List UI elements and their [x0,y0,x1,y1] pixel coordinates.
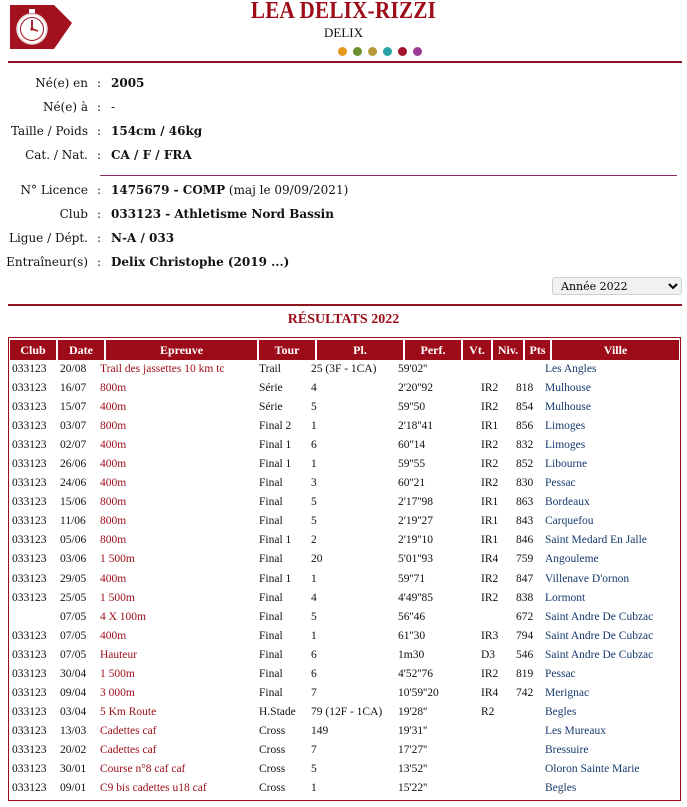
info-colon: : [97,124,102,138]
divider [8,61,682,63]
table-row [0,647,687,666]
city-link[interactable]: Oloron Sainte Marie [545,762,640,775]
table-cell: 60''21 [398,477,426,490]
event-link[interactable]: 400m [100,477,127,490]
table-cell: Final [259,515,283,528]
event-link[interactable]: 800m [100,534,127,547]
color-dot [383,47,392,56]
city-link[interactable]: Les Mureaux [545,724,606,737]
table-cell: 033123 [12,401,47,414]
table-row [0,532,687,551]
table-cell: 19'28'' [398,705,428,718]
info-value: Delix Christophe (2019 ...) [111,255,290,269]
table-cell: IR1 [481,515,499,528]
table-row [0,513,687,532]
table-row [0,551,687,570]
table-cell: 4'49''85 [398,591,433,604]
table-cell: Final [259,610,283,623]
table-row [0,380,687,399]
column-header: Perf. [405,340,461,360]
table-cell: 7 [311,686,317,699]
table-cell: 09/04 [60,686,87,699]
info-colon: : [97,100,102,114]
color-dot [398,47,407,56]
info-row-licence [0,183,600,203]
table-cell: IR1 [481,420,499,433]
city-link[interactable]: Saint Andre De Cubzac [545,629,654,642]
table-cell: 20/08 [60,363,87,375]
table-cell: IR4 [481,553,499,566]
info-value: 2005 [111,76,145,90]
column-header: Vt. [463,340,491,360]
event-link[interactable]: 4 X 100m [100,610,146,623]
table-cell: 19'31'' [398,724,428,737]
city-link[interactable]: Villenave D'ornon [545,572,630,585]
table-cell: 033123 [12,629,47,642]
info-label: Club [59,207,88,221]
table-cell: 56''46 [398,610,426,623]
table-cell: H.Stade [259,705,296,718]
city-link[interactable]: Begles [545,782,577,795]
table-cell: 03/04 [60,705,87,718]
table-cell: IR4 [481,686,499,699]
table-cell: 07/05 [60,610,87,623]
info-label: N° Licence [20,183,88,197]
table-cell: 24/06 [60,477,87,490]
table-cell: 20/02 [60,743,87,756]
event-link[interactable]: 800m [100,496,127,509]
table-row [0,590,687,609]
table-cell: 033123 [12,686,47,699]
color-dot [353,47,362,56]
table-cell: Cross [259,743,286,756]
table-cell: 033123 [12,724,47,737]
table-cell: 1 [311,420,317,433]
table-cell: 1m30 [398,648,425,661]
table-cell: 033123 [12,782,47,795]
info-value: N-A / 033 [111,231,175,245]
table-cell: 830 [516,477,534,490]
table-cell: 033123 [12,667,47,680]
city-link[interactable]: Saint Andre De Cubzac [545,610,654,623]
table-cell: 033123 [12,743,47,756]
city-link[interactable]: Lormont [545,591,586,604]
table-cell: 856 [516,420,534,433]
city-link[interactable]: Bressuire [545,743,589,756]
event-link[interactable]: 400m [100,439,127,452]
table-cell: 852 [516,458,534,471]
licence-update-note: (maj le 09/09/2021) [225,183,349,197]
table-row [0,742,687,761]
table-row [0,723,687,742]
results-title: RÉSULTATS 2022 [287,312,400,327]
event-link[interactable]: Hauteur [100,648,138,661]
info-row-born-place [0,100,600,120]
table-cell: 847 [516,572,534,585]
table-cell: 033123 [12,439,47,452]
table-cell: 6 [311,667,317,680]
club-link[interactable]: 033123 - Athletisme Nord Bassin [111,207,334,221]
table-cell: 759 [516,553,534,566]
table-cell: 5 [311,496,317,509]
table-cell: Final [259,667,283,680]
info-row-coach [0,255,600,275]
table-row [0,761,687,780]
table-cell: 16/07 [60,382,87,395]
table-cell: Final [259,648,283,661]
table-row [0,685,687,704]
table-cell: 838 [516,591,534,604]
event-link[interactable]: 400m [100,629,127,642]
table-cell: 17'27'' [398,743,428,756]
table-row [0,780,687,799]
info-colon: : [97,231,102,245]
table-row [0,418,687,437]
city-link[interactable]: Saint Medard En Jalle [545,534,647,547]
info-label: Ligue / Dépt. [8,231,88,245]
table-cell: Cross [259,762,286,775]
table-cell: 20 [311,553,323,566]
table-row [0,456,687,475]
table-cell: 2 [311,534,317,547]
table-cell: 818 [516,382,534,395]
table-cell: 4'52''76 [398,667,433,680]
table-cell: IR2 [481,572,499,585]
table-row [0,494,687,513]
table-cell: 15/07 [60,401,87,414]
color-dot [413,47,422,56]
table-cell: 033123 [12,458,47,471]
info-value: CA / F / FRA [111,148,192,162]
table-cell: IR1 [481,534,499,547]
table-cell: 3 [311,477,317,490]
divider [8,304,682,306]
table-cell: 03/06 [60,553,87,566]
table-cell: 149 [311,724,329,737]
column-header: Tour [259,340,315,360]
event-link[interactable]: 400m [100,401,127,414]
table-cell: 02/07 [60,439,87,452]
event-link[interactable]: 800m [100,420,127,433]
table-cell: 033123 [12,496,47,509]
table-cell: Final [259,553,283,566]
table-row [0,628,687,647]
info-value: 154cm / 46kg [111,124,203,138]
table-cell: 863 [516,496,534,509]
city-link[interactable]: Merignac [545,686,590,699]
color-dot [368,47,377,56]
table-cell: 033123 [12,648,47,661]
table-cell: D3 [481,648,496,661]
table-cell: 854 [516,401,534,414]
event-link[interactable]: 1 500m [100,667,135,680]
table-cell: 033123 [12,762,47,775]
table-cell: Final [259,629,283,642]
table-cell: 843 [516,515,534,528]
table-cell: 30/01 [60,762,87,775]
table-cell: 5 [311,401,317,414]
table-cell: Final 1 [259,439,292,452]
table-cell: 033123 [12,591,47,604]
table-cell: 4 [311,591,317,604]
table-cell: 033123 [12,363,47,375]
table-row [0,704,687,723]
table-cell: Final 1 [259,534,292,547]
event-link[interactable]: 1 500m [100,591,135,604]
event-link[interactable]: Course n°8 caf caf [100,762,186,775]
table-cell: 033123 [12,553,47,566]
table-row [0,399,687,418]
event-link[interactable]: 800m [100,515,127,528]
city-link[interactable]: Les Angles [545,363,597,375]
city-link[interactable]: Carquefou [545,515,594,528]
table-cell: Final [259,591,283,604]
info-row-club [0,207,600,227]
city-link[interactable]: Libourne [545,458,588,471]
table-cell: IR2 [481,382,499,395]
table-row [0,475,687,494]
event-link[interactable]: 400m [100,458,127,471]
color-dots [338,47,428,56]
info-label: Taille / Poids [10,124,88,138]
table-cell: 4 [311,382,317,395]
table-cell: 60''14 [398,439,426,452]
column-header: Pl. [317,340,403,360]
table-cell: 59''50 [398,401,426,414]
column-header: Niv. [493,340,523,360]
table-cell: 29/05 [60,572,87,585]
table-cell: 30/04 [60,667,87,680]
year-select[interactable] [552,277,682,295]
table-cell: 1 [311,782,317,795]
table-cell: 13'52'' [398,762,428,775]
table-cell: Trail [259,363,281,375]
table-cell: 7 [311,743,317,756]
table-cell: 2'17''98 [398,496,433,509]
table-cell: 6 [311,648,317,661]
table-row [0,666,687,685]
event-link[interactable]: 5 Km Route [100,705,157,718]
table-cell: 11/06 [60,515,86,528]
table-cell: Final 1 [259,572,292,585]
table-cell: 1 [311,458,317,471]
info-colon: : [97,76,102,90]
table-cell: 742 [516,686,534,699]
city-link[interactable]: Limoges [545,420,586,433]
table-cell: 033123 [12,572,47,585]
table-cell: 07/05 [60,648,87,661]
table-cell: 846 [516,534,534,547]
column-header: Pts [525,340,550,360]
table-row [0,361,687,380]
table-cell: 033123 [12,382,47,395]
table-cell: 10'59''20 [398,686,439,699]
table-cell: 03/07 [60,420,87,433]
city-link[interactable]: Saint Andre De Cubzac [545,648,654,661]
table-cell: 59'02'' [398,363,428,375]
table-cell: 819 [516,667,534,680]
table-cell: 033123 [12,515,47,528]
table-row [0,437,687,456]
table-cell: IR2 [481,667,499,680]
column-header: Club [10,340,56,360]
table-cell: Série [259,401,283,414]
table-cell: IR3 [481,629,499,642]
table-cell: IR2 [481,439,499,452]
table-cell: IR2 [481,477,499,490]
table-cell: IR2 [481,591,499,604]
table-cell: Cross [259,724,286,737]
table-cell: 5 [311,762,317,775]
table-cell: 2'18''41 [398,420,433,433]
table-cell: 05/06 [60,534,87,547]
city-link[interactable]: Angouleme [545,553,599,566]
city-link[interactable]: Bordeaux [545,496,590,509]
info-colon: : [97,148,102,162]
table-row [0,609,687,628]
table-cell: 033123 [12,420,47,433]
city-link[interactable]: Mulhouse [545,401,591,414]
table-cell: 5'01''93 [398,553,433,566]
table-cell: 546 [516,648,534,661]
info-colon: : [97,183,102,197]
table-cell: 2'19''10 [398,534,433,547]
table-cell: Final 1 [259,458,292,471]
info-row-born-year [0,76,600,96]
table-cell: 832 [516,439,534,452]
city-link[interactable]: Pessac [545,477,576,490]
table-cell: Cross [259,782,286,795]
info-label: Cat. / Nat. [25,148,88,162]
table-cell: 61''30 [398,629,426,642]
event-link[interactable]: 800m [100,382,127,395]
event-link[interactable]: 400m [100,572,127,585]
results-table-body [0,361,687,799]
table-cell: IR2 [481,401,499,414]
table-cell: 25 (3F - 1CA) [311,363,377,375]
column-header: Ville [552,340,679,360]
event-link[interactable]: Trail des jassettes 10 km tc [100,363,225,375]
table-cell: 5 [311,610,317,623]
athlete-name: LEA DELIX-RIZZI [250,0,437,24]
table-cell: 794 [516,629,534,642]
table-cell: 15/06 [60,496,87,509]
table-cell: 5 [311,515,317,528]
table-cell: 1 [311,572,317,585]
city-link[interactable]: Mulhouse [545,382,591,395]
city-link[interactable]: Pessac [545,667,576,680]
athlete-subname: DELIX [324,25,363,40]
info-label: Né(e) en [35,76,88,90]
column-header: Epreuve [106,340,257,360]
color-dot [338,47,347,56]
table-cell: 26/06 [60,458,87,471]
column-header: Date [58,340,104,360]
info-label: Né(e) à [42,100,88,114]
event-link[interactable]: Cadettes caf [100,743,157,756]
info-label: Entraîneur(s) [6,255,88,269]
event-link[interactable]: 1 500m [100,553,135,566]
table-cell: IR2 [481,458,499,471]
info-value: - [111,100,116,114]
table-cell: Final [259,477,283,490]
city-link[interactable]: Begles [545,705,577,718]
table-cell: 6 [311,439,317,452]
table-cell: 09/01 [60,782,87,795]
table-cell: 59''55 [398,458,426,471]
table-cell: 1 [311,629,317,642]
info-value [111,183,348,197]
table-cell: 25/05 [60,591,87,604]
table-cell: 07/05 [60,629,87,642]
licence-number: 1475679 - COMP [111,183,226,197]
divider [100,175,677,176]
event-link[interactable]: Cadettes caf [100,724,157,737]
table-cell: 672 [516,610,534,623]
table-cell: Final 2 [259,420,292,433]
table-cell: 033123 [12,534,47,547]
table-cell: 79 (12F - 1CA) [311,705,383,718]
table-row [0,571,687,590]
event-link[interactable]: 3 000m [100,686,135,699]
table-cell: R2 [481,705,495,718]
table-cell: 033123 [12,705,47,718]
event-link[interactable]: C9 bis cadettes u18 caf [100,782,207,795]
info-colon: : [97,255,102,269]
table-cell: Série [259,382,283,395]
info-row-league [0,231,600,251]
table-cell: IR1 [481,496,499,509]
info-row-category [0,148,600,168]
table-cell: 15'22'' [398,782,428,795]
table-cell: 033123 [12,477,47,490]
info-row-height-weight [0,124,600,144]
table-cell: Final [259,496,283,509]
info-colon: : [97,207,102,221]
table-cell: Final [259,686,283,699]
table-cell: 59''71 [398,572,426,585]
table-cell: 2'20''92 [398,382,433,395]
table-cell: 13/03 [60,724,87,737]
city-link[interactable]: Limoges [545,439,586,452]
table-cell: 2'19''27 [398,515,433,528]
